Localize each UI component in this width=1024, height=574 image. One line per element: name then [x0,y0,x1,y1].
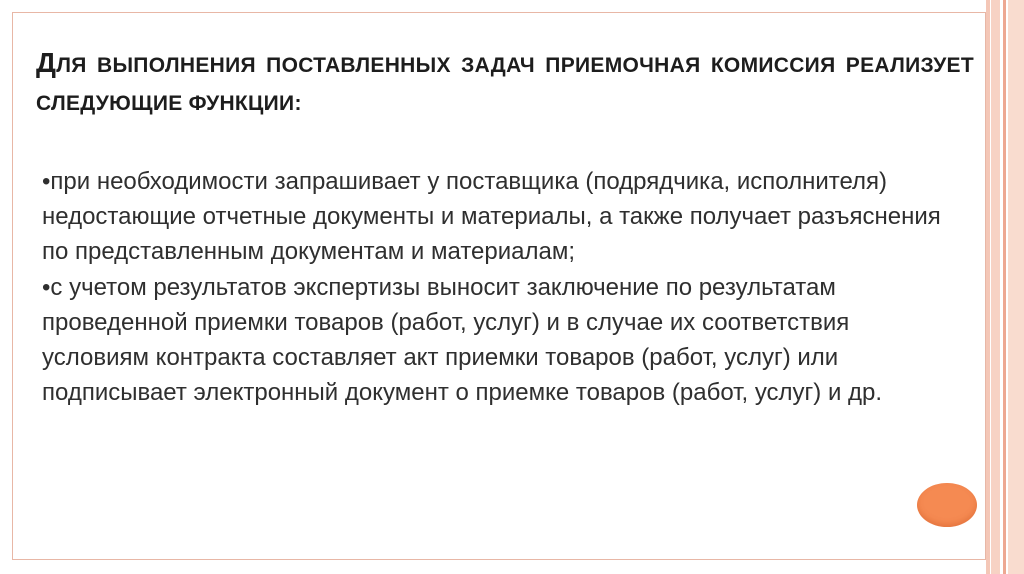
decorative-stripe [1003,0,1006,574]
decorative-stripe [986,0,990,574]
slide-title [36,44,974,123]
bullet-item: •с учетом результатов экспертизы выносит заключение по результатам проведенной приемки товаров (работ, услуг) и в случае их соответствия условиям контракта составляет акт приемки товаров (работ, услуг) или подписывает электронный документ о приемке товаров (работ, услуг) и др. [42,273,883,407]
decorative-stripe [1008,0,1024,574]
title-text: ЛЯ ВЫПОЛНЕНИЯ ПОСТАВЛЕННЫХ ЗАДАЧ ПРИЕМОЧНАЯ КОМИССИЯ РЕАЛИЗУЕТ СЛЕДУЮЩИЕ ФУНКЦИИ: [36,54,974,115]
bullet-item: •при необходимости запрашивает у поставщика (подрядчика, исполнителя) недостающие отчетные документы и материалы, а также получает разъяснения по представленным документам и материалам; [42,168,941,266]
bullet-list [42,164,942,410]
title-first-letter: Д [36,47,57,78]
decorative-orange-circle [917,483,977,527]
decorative-stripe [991,0,1000,574]
